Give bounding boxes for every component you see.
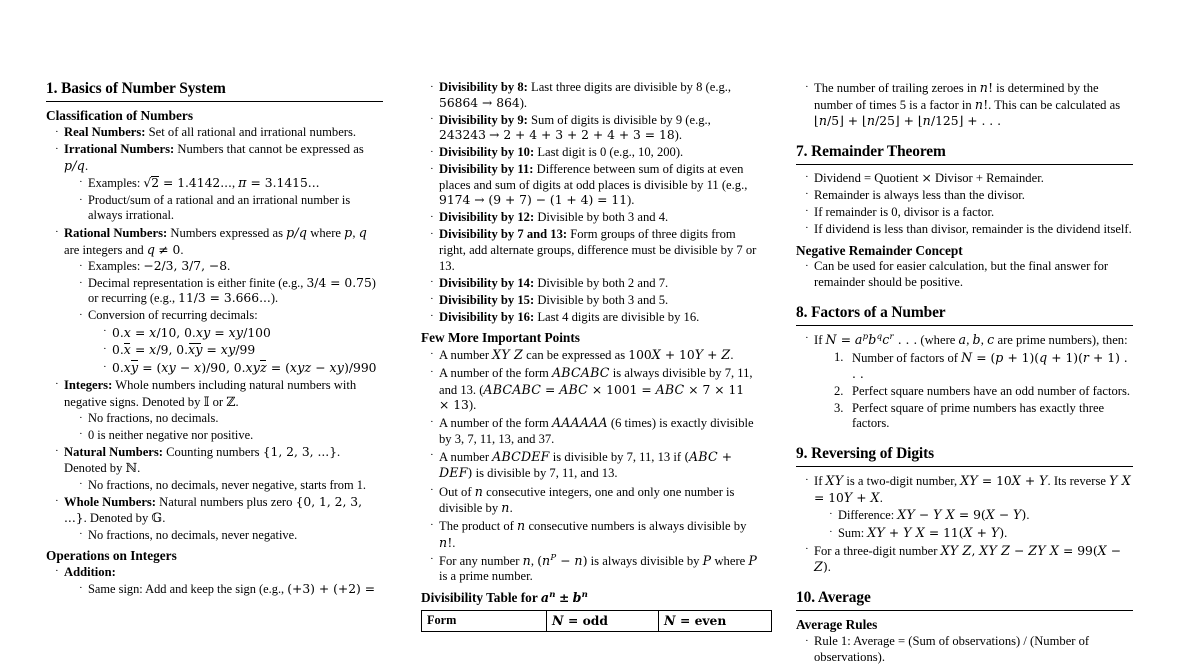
bullet-icon: · [103, 360, 107, 373]
subheading-average-rules: Average Rules [796, 617, 878, 633]
item-text: Natural numbers plus zero {0, 1, 2, 3, ...}. Denoted by 𝔾. [64, 494, 363, 526]
bullet-icon: · [79, 582, 83, 595]
list-item [834, 384, 1133, 400]
list-item: · 0.x = x/10, 0.xy = xy/100 [103, 324, 271, 340]
section-reversing-of-digits [796, 445, 1133, 467]
bullet-icon: · [430, 293, 434, 306]
item-label: Divisibility by 10: [439, 145, 535, 160]
list-item: · Difference: XY − Y X = 9(X − Y). [829, 507, 1030, 523]
sublist [78, 411, 383, 443]
sublist [78, 528, 383, 543]
bullet-icon: · [79, 528, 83, 541]
item-text: Numbers expressed as p/q where p, q are integers and q ≠ 0. [64, 225, 367, 257]
bullet-icon: · [55, 495, 59, 508]
reversing-digits-list [804, 473, 1133, 576]
item-text: Perfect square numbers have an odd number of factors. [852, 383, 1131, 398]
list-item [54, 565, 383, 597]
section-factors-of-a-number [796, 304, 1133, 326]
section-heading: 7. Remainder Theorem [796, 142, 946, 160]
bullet-icon: · [430, 80, 434, 93]
list-item: · Decimal representation is either finite (e.g., 3/4 = 0.75) or recurring (e.g., 11/3 = 3.666...). [79, 276, 376, 306]
divisibility-table [421, 610, 772, 632]
bullet-icon: · [430, 276, 434, 289]
list-item [429, 310, 758, 326]
item-text: Counting numbers {1, 2, 3, ...}. Denoted by ℕ. [64, 444, 341, 476]
item-label: Natural Numbers: [64, 444, 163, 459]
item-text: Can be used for easier calculation, but the final answer for remainder should be positive. [814, 259, 1109, 289]
item-label: Divisibility by 16: [439, 309, 535, 324]
item-label: Divisibility by 9: [439, 112, 528, 127]
list-item: · Divisibility by 11: Difference between sum of digits at even places and sum of digits at odd places is divisible by 11 (e.g., 9174 → (9 + 7) − (1 + 4) = 11). [430, 162, 748, 208]
bullet-icon: · [55, 565, 59, 578]
sublist [78, 259, 383, 376]
item-text: Product/sum of a rational and an irrational number is always irrational. [88, 193, 351, 223]
item-label: Divisibility by 15: [439, 292, 535, 307]
section-remainder-theorem [796, 143, 1133, 165]
bullet-icon: · [79, 428, 83, 441]
bullet-icon: · [805, 222, 809, 235]
list-item: Number of factors of N = (p + 1)(q + 1)(r + 1) . . . [852, 350, 1128, 381]
list-item [429, 276, 758, 292]
sublist [828, 507, 1133, 541]
subheading-few-more-important-points: Few More Important Points [421, 330, 580, 346]
bullet-icon: · [55, 125, 59, 138]
bullet-icon: · [55, 378, 59, 391]
bullet-icon: · [805, 171, 809, 184]
sublist [102, 325, 383, 377]
list-item [54, 225, 383, 376]
bullet-icon: · [430, 227, 434, 240]
section-basics-of-number-system [46, 80, 383, 102]
bullet-icon: · [430, 145, 434, 158]
bullet-icon: · [430, 113, 434, 126]
list-item: · A number ABCDEF is divisible by 7, 11, 13 if (ABC + DEF) is divisible by 7, 11, and 13. [430, 448, 733, 481]
table-header-cell: N = odd [547, 610, 659, 631]
list-item: · Divisibility by 10: Last digit is 0 (e.g., 10, 200). [430, 145, 684, 160]
table-header-cell: Form [422, 610, 547, 631]
list-item [834, 401, 1133, 432]
list-item: · A number of the form AAAAAA (6 times) is exactly divisible by 3, 7, 11, 13, and 37. [430, 415, 754, 446]
list-item [78, 308, 383, 376]
bullet-icon: · [79, 259, 83, 272]
item-text: Perfect square of prime numbers has exactly three factors. [852, 400, 1105, 431]
item-label: Rational Numbers: [64, 226, 168, 241]
bullet-icon: · [430, 484, 434, 497]
item-text: Conversion of recurring decimals: [88, 308, 258, 323]
bullet-icon: · [805, 473, 809, 486]
list-item [54, 142, 383, 224]
bullet-icon: · [79, 175, 83, 188]
list-item: · Examples: −2/3, 3/7, −8. [79, 259, 231, 274]
bullet-icon: · [805, 188, 809, 201]
item-label: Integers: [64, 377, 113, 392]
item-text: Remainder is always less than the divisor. [814, 187, 1025, 202]
list-item [429, 293, 758, 309]
bullet-icon: · [79, 193, 83, 206]
item-text: Numbers that cannot be expressed as p/q. [64, 142, 364, 173]
list-item: · If $N = a^pb^qc^r$ . . . (where a, b, c are prime numbers), then: Number of factors of N = (p + 1)(q + 1)(r + 1) . . . Perfect square numbers have an odd number of factors. Perfect square of prime numbers has exactly three factors. [804, 332, 1133, 432]
item-text: Set of all rational and irrational numbers. [148, 125, 357, 140]
subheading-negative-remainder-concept: Negative Remainder Concept [796, 242, 963, 258]
bullet-icon: · [430, 553, 434, 566]
negative-remainder-list [804, 259, 1133, 290]
bullet-icon: · [430, 347, 434, 360]
bullet-icon: · [430, 415, 434, 428]
section-rule [46, 101, 383, 102]
item-text: 0 is neither negative nor positive. [88, 427, 254, 442]
list-item [429, 227, 758, 274]
bullet-icon: · [829, 507, 833, 520]
column-2 [421, 80, 758, 626]
list-item: · The product of n consecutive numbers is always divisible by n!. [430, 518, 747, 550]
section-heading: 9. Reversing of Digits [796, 445, 935, 462]
subheading-classification-of-numbers: Classification of Numbers [46, 108, 193, 124]
item-text: Divisible by both 3 and 4. [537, 210, 669, 225]
list-item [78, 411, 383, 426]
bullet-icon: · [79, 411, 83, 424]
section-heading: 8. Factors of a Number [796, 303, 946, 321]
bullet-icon: · [430, 210, 434, 223]
item-label: Irrational Numbers: [64, 142, 175, 157]
bullet-icon: · [805, 259, 809, 272]
bullet-icon: · [103, 325, 107, 338]
bullet-icon: · [430, 518, 434, 531]
important-points-list [429, 347, 758, 585]
bullet-icon: · [430, 365, 434, 378]
list-item: · Examples: √2 = 1.4142..., π = 3.1415... [79, 175, 320, 191]
divisibility-table-wrapper [421, 610, 758, 628]
bullet-icon: · [805, 634, 809, 647]
subheading-divisibility-table: Divisibility Table for $a^n \pm b^n$ [421, 589, 589, 605]
list-item: · Dividend = Quotient × Divisor + Remainder. [805, 170, 1044, 185]
item-text: No fractions, no decimals, never negative, starts from 1. [88, 477, 367, 492]
item-text: No fractions, no decimals. [88, 411, 219, 426]
list-item [78, 193, 383, 224]
bullet-icon: · [79, 276, 83, 289]
list-item [78, 478, 383, 493]
bullet-icon: · [805, 332, 809, 345]
item-text: Divisible by both 3 and 5. [537, 292, 669, 307]
bullet-icon: · [55, 142, 59, 155]
bullet-icon: · [79, 478, 83, 491]
list-item: · Sum: XY + Y X = 11(X + Y). [829, 525, 1008, 541]
bullet-icon: · [805, 205, 809, 218]
list-item: · Out of n consecutive integers, one and only one number is divisible by n. [430, 483, 735, 516]
operations-list [54, 565, 383, 597]
table-header-cell: N = even [659, 610, 772, 631]
list-item: · 0.x = x/9, 0.xy = xy/99 [103, 342, 256, 358]
bullet-icon: · [103, 342, 107, 355]
list-item [804, 222, 1133, 238]
item-label: Divisibility by 12: [439, 210, 535, 225]
divisibility-rules-list [429, 80, 758, 325]
three-column-layout [46, 80, 1145, 664]
item-label: Whole Numbers: [64, 494, 156, 509]
section-rule [796, 325, 1133, 326]
item-label: Divisibility by 8: [439, 80, 528, 94]
list-item [54, 495, 383, 543]
list-item [54, 378, 383, 443]
list-item: · For a three-digit number XY Z, XY Z − ZY X = 99(X − Z). [805, 542, 1122, 575]
list-item [804, 634, 1133, 665]
section-rule [796, 466, 1133, 467]
remainder-theorem-list [804, 171, 1133, 238]
item-label: Divisibility by 7 and 13: [439, 227, 568, 242]
list-item [804, 205, 1133, 221]
trailing-zeroes-list [804, 80, 1133, 130]
item-text: Rule 1: Average = (Sum of observations) / (Number of observations). [814, 634, 1090, 664]
item-text: If dividend is less than divisor, remainder is the dividend itself. [814, 221, 1132, 236]
column-1 [46, 80, 383, 626]
bullet-icon: · [430, 449, 434, 462]
bullet-icon: · [79, 308, 83, 321]
item-text: No fractions, no decimals, never negative. [88, 527, 298, 542]
item-label: Real Numbers: [64, 125, 146, 140]
list-item [804, 259, 1133, 290]
item-label: Divisibility by 14: [439, 275, 535, 290]
bullet-icon: · [430, 162, 434, 175]
list-item: · A number of the form ABCABC is always divisible by 7, 11, and 13. (ABCABC = ABC × 1001 = ABC × 7 × 11 × 13). [430, 365, 753, 413]
list-item [78, 528, 383, 543]
section-rule [796, 164, 1133, 165]
factors-ordered-list [834, 350, 1133, 432]
bullet-icon: · [55, 445, 59, 458]
classification-list [54, 125, 383, 543]
section-heading: 10. Average [796, 588, 871, 606]
list-item: · 0.xy = (xy − x)/90, 0.xyz = (xyz − xy)/990 [103, 360, 377, 376]
sublist [78, 582, 383, 597]
bullet-icon: · [55, 225, 59, 238]
item-text: If remainder is 0, divisor is a factor. [814, 204, 995, 219]
sublist [78, 478, 383, 493]
item-text: Divisible by both 2 and 7. [537, 275, 669, 290]
list-item [78, 428, 383, 443]
factors-list [804, 332, 1133, 432]
bullet-icon: · [805, 80, 809, 93]
bullet-icon: · [805, 543, 809, 556]
list-item [54, 445, 383, 493]
item-text: Whole numbers including natural numbers with negative signs. Denoted by 𝕀 or ℤ. [64, 377, 357, 409]
table-header-row [422, 610, 772, 631]
list-item [54, 125, 383, 141]
sublist [78, 175, 383, 223]
average-rules-list [804, 634, 1133, 665]
bullet-icon: · [430, 310, 434, 323]
section-heading: 1. Basics of Number System [46, 80, 226, 97]
item-text: Form groups of three digits from right, add alternate groups, difference must be divisible by 7 or 13. [439, 227, 757, 273]
item-label: Divisibility by 11: [439, 162, 534, 177]
column-3 [796, 80, 1133, 664]
bullet-icon: · [829, 525, 833, 538]
item-label: Addition: [64, 564, 116, 579]
list-item: · Divisibility by 8: Last three digits are divisible by 8 (e.g., 56864 → 864). [430, 80, 732, 110]
list-item: · Same sign: Add and keep the sign (e.g., (+3) + (+2) = [79, 581, 376, 596]
list-item: · A number XY Z can be expressed as 100X + 10Y + Z. [430, 347, 734, 363]
section-rule [796, 610, 1133, 611]
list-item: · If XY is a two-digit number, XY = 10X + Y. Its reverse Y X = 10Y + X. · Difference: XY − Y X = 9(X − Y). · Sum: XY + Y X = 11(X + Y). [804, 473, 1133, 541]
subheading-operations-on-integers: Operations on Integers [46, 548, 177, 564]
item-text: Last 4 digits are divisible by 16. [537, 309, 700, 324]
section-average [796, 589, 1133, 611]
list-item: · The number of trailing zeroes in n! is determined by the number of times 5 is a factor in n!. This can be calculated as ⌊n/5⌋ + ⌊n/25⌋ + ⌊n/125⌋ + . . . [805, 80, 1121, 129]
list-item [804, 188, 1133, 204]
list-item: · Divisibility by 9: Sum of digits is divisible by 9 (e.g., 243243 → 2 + 4 + 3 + 2 + 4 + 3 = 18). [430, 112, 711, 143]
list-item [429, 210, 758, 226]
list-item: · For any number n, $(n^P - n)$ is always divisible by P where P is a prime number. [430, 552, 758, 584]
